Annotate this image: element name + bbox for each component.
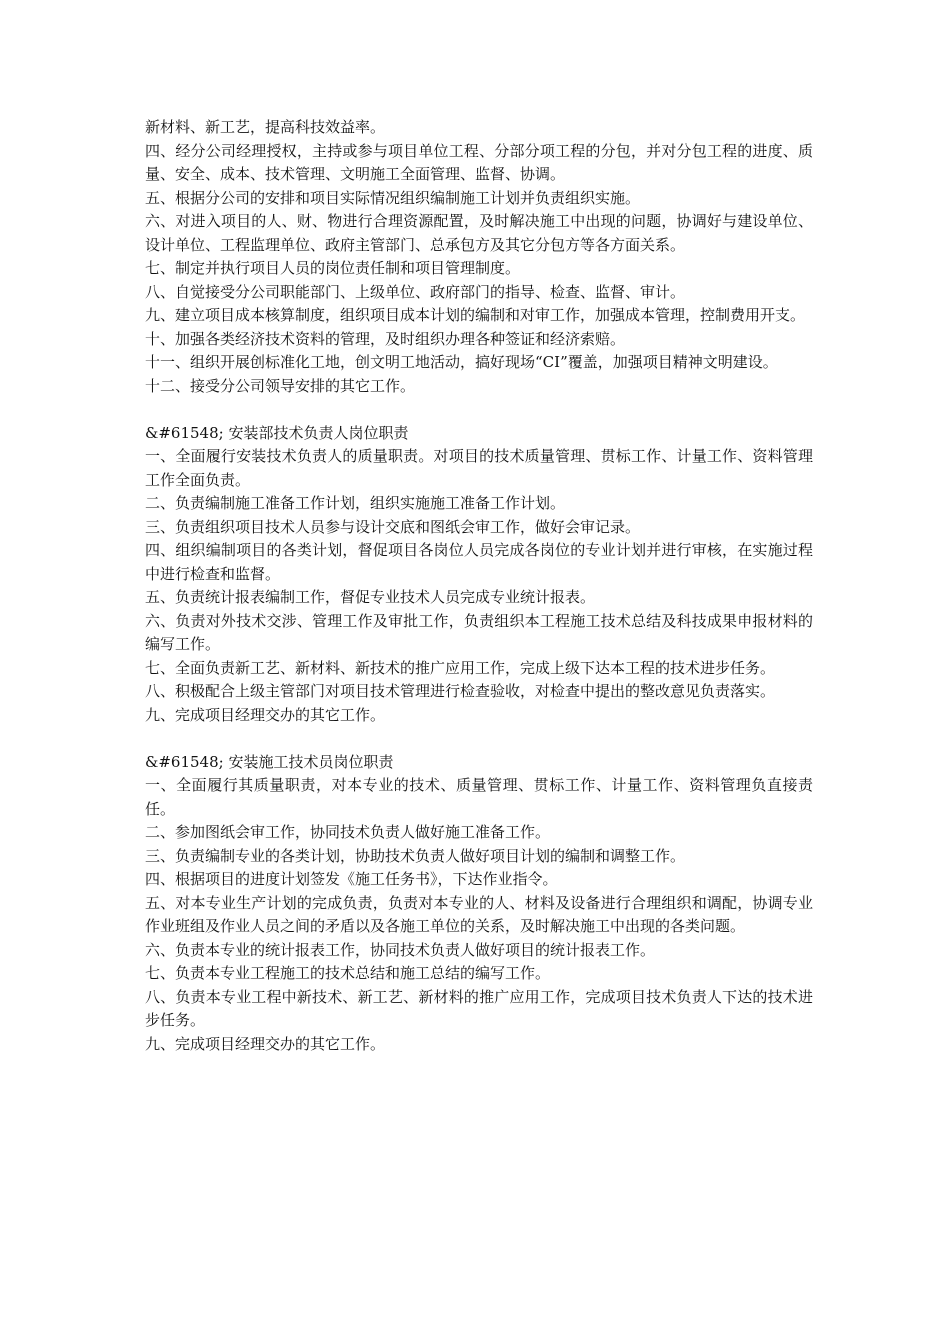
section-heading: &#61548; 安装施工技术员岗位职责 (145, 752, 394, 771)
paragraph: 七、负责本专业工程施工的技术总结和施工总结的编写工作。 (145, 964, 551, 982)
section-installation-technician-duties (145, 751, 813, 1057)
paragraph: 六、负责本专业的统计报表工作，协同技术负责人做好项目的统计报表工作。 (145, 940, 656, 959)
paragraph: 十二、接受分公司领导安排的其它工作。 (145, 376, 416, 395)
paragraph: 九、完成项目经理交办的其它工作。 (145, 705, 386, 724)
paragraph: 四、经分公司经理授权，主持或参与项目单位工程、分部分项工程的分包，并对分包工程的进度、质量、安全、成本、技术管理、文明施工全面管理、监督、协调。 (145, 141, 813, 183)
paragraph: 九、建立项目成本核算制度，组织项目成本计划的编制和对审工作，加强成本管理，控制费用开支。 (145, 306, 806, 324)
paragraph: 五、负责统计报表编制工作，督促专业技术人员完成专业统计报表。 (145, 588, 596, 606)
paragraph: 一、全面履行安装技术负责人的质量职责。对项目的技术质量管理、贯标工作、计量工作、资料管理工作全面负责。 (145, 447, 813, 489)
paragraph: 六、对进入项目的人、财、物进行合理资源配置，及时解决施工中出现的问题，协调好与建设单位、设计单位、工程监理单位、政府主管部门、总承包方及其它分包方等各方面关系。 (145, 212, 813, 254)
paragraph: 七、全面负责新工艺、新材料、新技术的推广应用工作，完成上级下达本工程的技术进步任务。 (145, 658, 776, 677)
paragraph: 五、根据分公司的安排和项目实际情况组织编制施工计划并负责组织实施。 (145, 188, 641, 207)
paragraph: 十一、组织开展创标准化工地，创文明工地活动，搞好现场“CI”覆盖，加强项目精神文明建设。 (145, 353, 778, 371)
paragraph: 八、积极配合上级主管部门对项目技术管理进行检查验收，对检查中提出的整改意见负责落实。 (145, 682, 776, 700)
paragraph: 八、自觉接受分公司职能部门、上级单位、政府部门的指导、检查、监督、审计。 (145, 282, 686, 301)
paragraph: 四、根据项目的进度计划签发《施工任务书》，下达作业指令。 (145, 870, 558, 888)
paragraph: 九、完成项目经理交办的其它工作。 (145, 1034, 386, 1053)
paragraph: 三、负责组织项目技术人员参与设计交底和图纸会审工作，做好会审记录。 (145, 517, 641, 536)
section-installation-tech-lead-duties (145, 422, 813, 728)
paragraph: 四、组织编制项目的各类计划，督促项目各岗位人员完成各岗位的专业计划并进行审核，在实施过程中进行检查和监督。 (145, 541, 813, 583)
paragraph: 七、制定并执行项目人员的岗位责任制和项目管理制度。 (145, 259, 521, 277)
paragraph: 三、负责编制专业的各类计划，协助技术负责人做好项目计划的编制和调整工作。 (145, 846, 686, 865)
paragraph: 一、全面履行其质量职责，对本专业的技术、质量管理、贯标工作、计量工作、资料管理负直接责任。 (145, 776, 813, 818)
section-heading: &#61548; 安装部技术负责人岗位职责 (145, 423, 409, 442)
paragraph: 新材料、新工艺，提高科技效益率。 (145, 118, 386, 136)
paragraph: 二、参加图纸会审工作，协同技术负责人做好施工准备工作。 (145, 823, 551, 841)
paragraph: 八、负责本专业工程中新技术、新工艺、新材料的推广应用工作，完成项目技术负责人下达的技术进步任务。 (145, 987, 813, 1029)
blank-line (145, 398, 813, 422)
paragraph: 十、加强各类经济技术资料的管理，及时组织办理各种签证和经济索赔。 (145, 329, 626, 348)
blank-line (145, 727, 813, 751)
paragraph: 六、负责对外技术交涉、管理工作及审批工作，负责组织本工程施工技术总结及科技成果申报材料的编写工作。 (145, 611, 813, 653)
document-page (145, 116, 813, 1056)
paragraph: 五、对本专业生产计划的完成负责，负责对本专业的人、材料及设备进行合理组织和调配，协调专业作业班组及作业人员之间的矛盾以及各施工单位的关系，及时解决施工中出现的各类问题。 (145, 893, 813, 935)
paragraph: 二、负责编制施工准备工作计划，组织实施施工准备工作计划。 (145, 494, 566, 512)
section-project-manager-duties-continued (145, 116, 813, 398)
